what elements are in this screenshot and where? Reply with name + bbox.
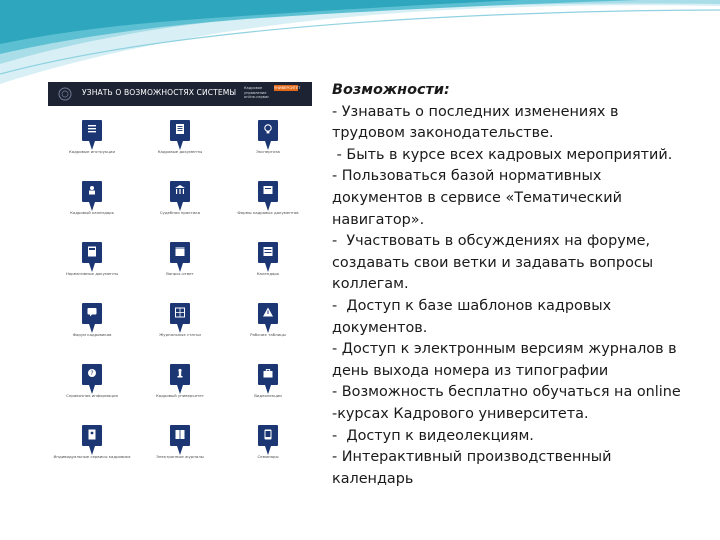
capability-line: документов. bbox=[332, 319, 428, 336]
service-caption: Формы кадровых документов bbox=[237, 210, 299, 215]
panel-title: УЗНАТЬ О ВОЗМОЖНОСТЯХ СИСТЕМЫ bbox=[82, 88, 237, 97]
panel-header bbox=[48, 82, 312, 106]
table-icon bbox=[168, 301, 192, 335]
capability-line: - Доступ к электронным версиям журналов в bbox=[332, 341, 677, 358]
book-icon bbox=[168, 423, 192, 457]
service-caption: Электронные журналы bbox=[156, 454, 204, 459]
books-icon bbox=[256, 179, 280, 213]
capability-line: -курсах Кадрового университета. bbox=[332, 405, 589, 422]
service-item[interactable] bbox=[136, 356, 224, 418]
capability-line: - Доступ к видеолекциям. bbox=[332, 427, 534, 444]
tablet-icon bbox=[256, 423, 280, 457]
service-item[interactable] bbox=[136, 112, 224, 174]
service-item[interactable] bbox=[224, 112, 312, 174]
users-icon bbox=[80, 179, 104, 213]
warning-icon bbox=[256, 301, 280, 335]
service-item[interactable] bbox=[48, 112, 136, 174]
calculator-icon bbox=[80, 240, 104, 274]
capability-line: - Интерактивный производственный bbox=[332, 449, 612, 466]
svg-text:?: ? bbox=[90, 370, 94, 378]
briefcase-icon bbox=[256, 362, 280, 396]
services-panel bbox=[48, 82, 312, 480]
panel-brand-text: Кадровое управление online-сервис bbox=[244, 86, 270, 100]
service-item[interactable] bbox=[136, 417, 224, 479]
university-badge: УНИВЕРСИТЕТ bbox=[274, 86, 301, 90]
service-item[interactable] bbox=[224, 356, 312, 418]
chess-icon bbox=[168, 362, 192, 396]
service-caption: Судебная практика bbox=[159, 210, 201, 215]
capabilities-heading: Возможности: bbox=[332, 82, 450, 98]
calendar-icon bbox=[168, 240, 192, 274]
service-caption: Индивидуальные сервисы кадровика bbox=[53, 454, 131, 459]
capability-line: навигатор». bbox=[332, 211, 425, 228]
service-item[interactable] bbox=[224, 295, 312, 357]
service-caption: Экспертиза bbox=[256, 149, 280, 154]
capability-line: - Быть в курсе всех кадровых мероприятий. bbox=[332, 146, 673, 163]
service-caption: Журнальные статьи bbox=[159, 332, 201, 337]
person-icon bbox=[80, 423, 104, 457]
capability-line: создавать свои ветки и задавать вопросы bbox=[332, 254, 654, 271]
service-item[interactable] bbox=[136, 295, 224, 357]
capabilities-text bbox=[332, 80, 704, 490]
capability-line: календарь bbox=[332, 470, 414, 487]
service-item[interactable] bbox=[48, 417, 136, 479]
service-item[interactable] bbox=[224, 417, 312, 479]
capability-line: - Узнавать о последних изменениях в bbox=[332, 103, 619, 120]
service-item[interactable] bbox=[136, 234, 224, 296]
service-caption: Кадровые документы bbox=[157, 149, 203, 154]
grid-icon bbox=[256, 240, 280, 274]
logo-ring-icon bbox=[56, 86, 74, 102]
capability-line: коллегам. bbox=[332, 276, 409, 293]
capability-line: документов в сервисе «Тематический bbox=[332, 189, 622, 206]
service-item[interactable] bbox=[48, 295, 136, 357]
capability-line: - Участвовать в обсуждениях на форуме, bbox=[332, 233, 651, 250]
capability-line: - Возможность бесплатно обучаться на online bbox=[332, 384, 681, 401]
list-icon bbox=[80, 118, 104, 152]
service-caption: Семинары bbox=[257, 454, 279, 459]
service-item[interactable] bbox=[48, 234, 136, 296]
capability-line: - Пользоваться базой нормативных bbox=[332, 168, 602, 185]
service-caption: Кадровый университет bbox=[156, 393, 204, 398]
capability-line: трудовом законодательстве. bbox=[332, 125, 554, 142]
service-caption: Видеолекции bbox=[254, 393, 282, 398]
service-caption: Нормативные документы bbox=[65, 271, 119, 276]
comment-icon bbox=[80, 301, 104, 335]
service-caption: Форум кадровиков bbox=[72, 332, 112, 337]
service-caption: Календарь bbox=[256, 271, 280, 276]
question-icon bbox=[80, 362, 104, 396]
service-caption: Рабочие таблицы bbox=[250, 332, 286, 337]
capability-line: - Доступ к базе шаблонов кадровых bbox=[332, 297, 612, 314]
document-icon bbox=[168, 118, 192, 152]
lightbulb-icon bbox=[256, 118, 280, 152]
service-item[interactable] bbox=[224, 234, 312, 296]
service-caption: Вопрос-ответ bbox=[166, 271, 194, 276]
service-item[interactable] bbox=[224, 173, 312, 235]
service-caption: Кадровый календарь bbox=[70, 210, 114, 215]
service-item[interactable] bbox=[48, 173, 136, 235]
service-item[interactable] bbox=[48, 356, 136, 418]
building-icon bbox=[168, 179, 192, 213]
service-item[interactable] bbox=[136, 173, 224, 235]
service-caption: Справочная информация bbox=[66, 393, 118, 398]
service-caption: Кадровые инструкции bbox=[69, 149, 115, 154]
capability-line: день выхода номера из типографии bbox=[332, 362, 609, 379]
